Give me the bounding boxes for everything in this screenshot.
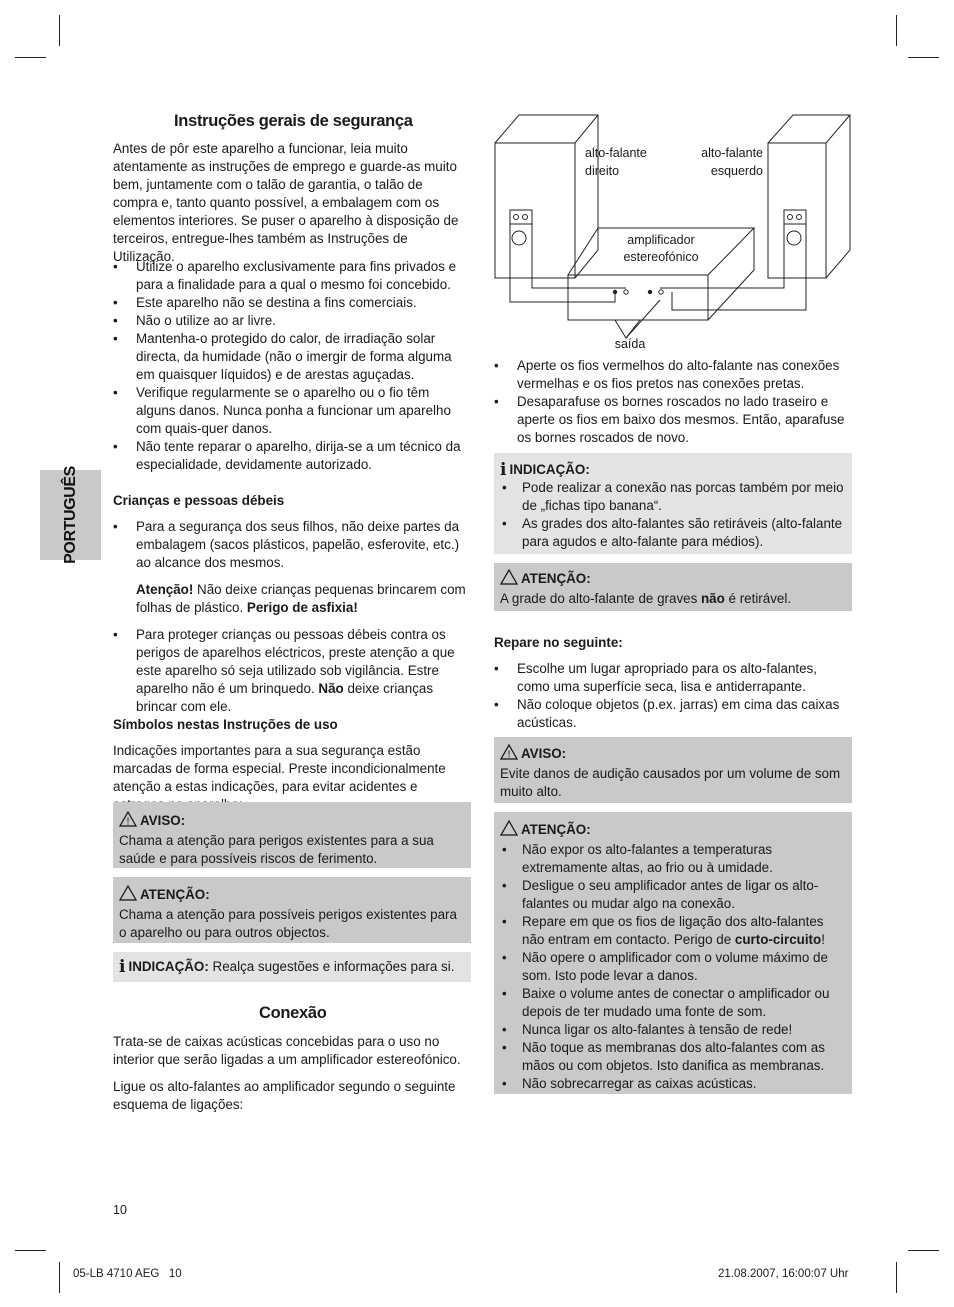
aviso-box xyxy=(113,802,471,868)
right-speaker-box xyxy=(495,143,575,278)
right-speaker-label: direito xyxy=(585,164,620,178)
symbols-text: Indicações importantes para a sua segurança estão marcadas de forma especial. Preste incondicionalmente atenção a estas indicações, para evitar acidentes e xyxy=(113,743,446,794)
children-heading: Crianças e pessoas débeis xyxy=(113,493,285,508)
list-item: • Não o utilize ao ar livre. xyxy=(113,312,471,330)
ind-label: INDICAÇÃO: xyxy=(509,462,590,477)
left-speaker-label: alto-falante xyxy=(701,146,763,160)
crop-mark xyxy=(896,1262,897,1293)
crop-mark xyxy=(15,1250,46,1251)
list-item: • Escolhe um lugar apropriado para os alto-falantes, como uma superfície seca, lisa e antiderrapante. xyxy=(494,660,852,696)
info-icon: i xyxy=(500,460,507,480)
list-item: • Utilize o aparelho exclusivamente para fins privados e para a finalidade para a qual o mesmo foi concebido. xyxy=(113,258,471,294)
list-item: • Não sobrecarregar as caixas acústicas. xyxy=(500,1075,846,1093)
list-item: • Baixe o volume antes de conectar o amplificador ou depois de ter mudado uma fonte de som. xyxy=(500,985,846,1021)
svg-text:!: ! xyxy=(507,749,511,760)
children-bullets-1 xyxy=(113,518,471,572)
list-item: • Não toque as membranas dos alto-falantes com as mãos ou com objetos. Isto danifica as membranas. xyxy=(500,1039,846,1075)
attention-text: Não deixe crianças pequenas brincarem com folhas de plástico. xyxy=(136,582,466,615)
connection-diagram xyxy=(490,110,854,355)
footer-left: 05-LB 4710 AEG 10 xyxy=(73,1268,182,1280)
warning-triangle-icon xyxy=(119,811,137,832)
ind-bullets xyxy=(500,479,846,551)
atencao-box xyxy=(113,877,471,943)
aviso-label: AVISO: xyxy=(140,813,186,828)
speaker-woofer xyxy=(512,231,526,245)
list-item: • As grades dos alto-falantes são retiráveis (alto-falante para agudos e alto-falante para médios). xyxy=(500,515,846,551)
safety-title: Instruções gerais de segurança xyxy=(174,112,413,130)
aviso-text-right: Evite danos de audição causados por um volume de som muito alto. xyxy=(500,766,841,799)
caution-triangle-icon xyxy=(119,885,137,906)
indicacao-label: INDICAÇÃO: xyxy=(128,959,209,974)
list-item: • Nunca ligar os alto-falantes à tensão de rede! xyxy=(500,1021,846,1039)
list-item: • Para proteger crianças ou pessoas débeis contra os perigos de aparelhos eléctricos, preste atenção a que este aparelho só seja utilizado sob vigilância. Estre aparelho não é um brinquedo. Não deixe crianças brincar com ele. xyxy=(113,626,471,716)
list-item: • Mantenha-o protegido do calor, de irradiação solar directa, da humidade (não o imergir de forma alguma em quaisquer líquidos) e de arestas aguçadas. xyxy=(113,330,471,384)
safety-intro: Antes de pôr este aparelho a funcionar, leia muito atentamente as instruções de emprego e guarde-as muito bem, juntamente com o talão de garantia, o talão de compra e, tanto quanto possível, a embalagem com os elementos interiores. Se puser o aparelho à disposição de terceiros, entregue-lhes também as Instruções de Utilização. xyxy=(113,141,459,264)
language-side-tab xyxy=(40,466,101,564)
right-speaker-label: alto-falante xyxy=(585,146,647,160)
footer-right: 21.08.2007, 16:00:07 Uhr xyxy=(718,1268,849,1280)
atencao-box-right xyxy=(494,563,852,611)
att1-text: A grade do alto-falante de graves não é retirável. xyxy=(500,591,792,606)
connection-p2: Ligue os alto-falantes ao amplificador segundo o seguinte esquema de ligações: xyxy=(113,1079,456,1112)
list-item: • Para a segurança dos seus filhos, não deixe partes da embalagem (sacos plásticos, papelão, esferovite, etc.) ao alcance dos mesmos. xyxy=(113,518,471,572)
amplifier-label: estereofónico xyxy=(623,250,699,264)
attention-label: Atenção! xyxy=(136,582,194,597)
aviso-box-right xyxy=(494,737,852,803)
list-item: • Não expor os alto-falantes a temperaturas extremamente altas, ao frio ou à umidade. xyxy=(500,841,846,877)
connection-bullets xyxy=(494,357,852,447)
list-item: • Não coloque objetos (p.ex. jarras) em cima das caixas acústicas. xyxy=(494,696,852,732)
att2-bullets xyxy=(500,841,846,1093)
connection-p1: Trata-se de caixas acústicas concebidas para o uso no interior que serão ligadas a um amplificador estereofónico. xyxy=(113,1034,461,1067)
crop-mark xyxy=(908,57,939,58)
aviso-text: Chama a atenção para perigos existentes para a sua saúde e para possíveis riscos de ferimento. xyxy=(119,833,434,866)
warning-triangle-icon xyxy=(500,744,518,765)
list-item: • Pode realizar a conexão nas porcas também por meio de „fichas tipo banana“. xyxy=(500,479,846,515)
crop-mark xyxy=(908,1250,939,1251)
list-item: • Verifique regularmente se o aparelho ou o fio têm alguns danos. Nunca ponha a funcionar um aparelho com quais-quer danos. xyxy=(113,384,471,438)
info-icon: i xyxy=(119,957,126,977)
att1-label: ATENÇÃO: xyxy=(521,571,591,586)
caution-triangle-icon xyxy=(500,569,518,590)
output-label: saída xyxy=(614,337,646,351)
svg-text:!: ! xyxy=(126,816,130,827)
left-speaker-label: esquerdo xyxy=(710,164,763,178)
att2-label: ATENÇÃO: xyxy=(521,822,591,837)
caution-triangle-icon xyxy=(500,820,518,841)
page-number: 10 xyxy=(113,1203,127,1217)
crop-mark xyxy=(59,15,60,46)
indicacao-box xyxy=(113,952,471,982)
crop-mark xyxy=(15,57,46,58)
repare-bullets xyxy=(494,660,852,732)
atencao-text: Chama a atenção para possíveis perigos existentes para o aparelho ou para outros objectos. xyxy=(119,907,457,940)
children-bullets-2 xyxy=(113,626,471,716)
children-attention xyxy=(136,581,471,617)
aviso-label-right: AVISO: xyxy=(521,746,567,761)
atencao-label: ATENÇÃO: xyxy=(140,887,210,902)
crop-mark xyxy=(59,1262,60,1293)
indicacao-box-right xyxy=(494,453,852,554)
list-item: • Não tente reparar o aparelho, dirija-se a um técnico da especialidade, devidamente autorizado. xyxy=(113,438,471,474)
list-item: • Repare em que os fios de ligação dos alto-falantes não entram em contacto. Perigo de curto-circuito! xyxy=(500,913,846,949)
indicacao-text: Realça sugestões e informações para si. xyxy=(208,959,455,974)
connection-title: Conexão xyxy=(259,1004,327,1022)
safety-bullets xyxy=(113,258,471,474)
speaker-woofer xyxy=(787,231,801,245)
list-item: • Desligue o seu amplificador antes de ligar os alto-falantes ou mudar algo na conexão. xyxy=(500,877,846,913)
list-item: • Aperte os fios vermelhos do alto-falante nas conexões vermelhas e os fios pretos nas conexões pretas. xyxy=(494,357,852,393)
list-item: • Não opere o amplificador com o volume máximo de som. Isto pode levar a danos. xyxy=(500,949,846,985)
repare-heading: Repare no seguinte: xyxy=(494,635,623,650)
symbols-heading: Símbolos nestas Instruções de uso xyxy=(113,717,338,732)
list-item: • Desaparafuse os bornes roscados no lado traseiro e aperte os fios em baixo dos mesmos. Então, aparafuse os bornes roscados de novo. xyxy=(494,393,852,447)
attention-danger: Perigo de asfixia! xyxy=(246,600,358,615)
list-item: • Este aparelho não se destina a fins comerciais. xyxy=(113,294,471,312)
amplifier-label: amplificador xyxy=(627,233,695,247)
crop-mark xyxy=(896,15,897,46)
side-tab-label: PORTUGUÊS xyxy=(61,466,79,564)
atencao-box-right-2 xyxy=(494,812,852,1094)
